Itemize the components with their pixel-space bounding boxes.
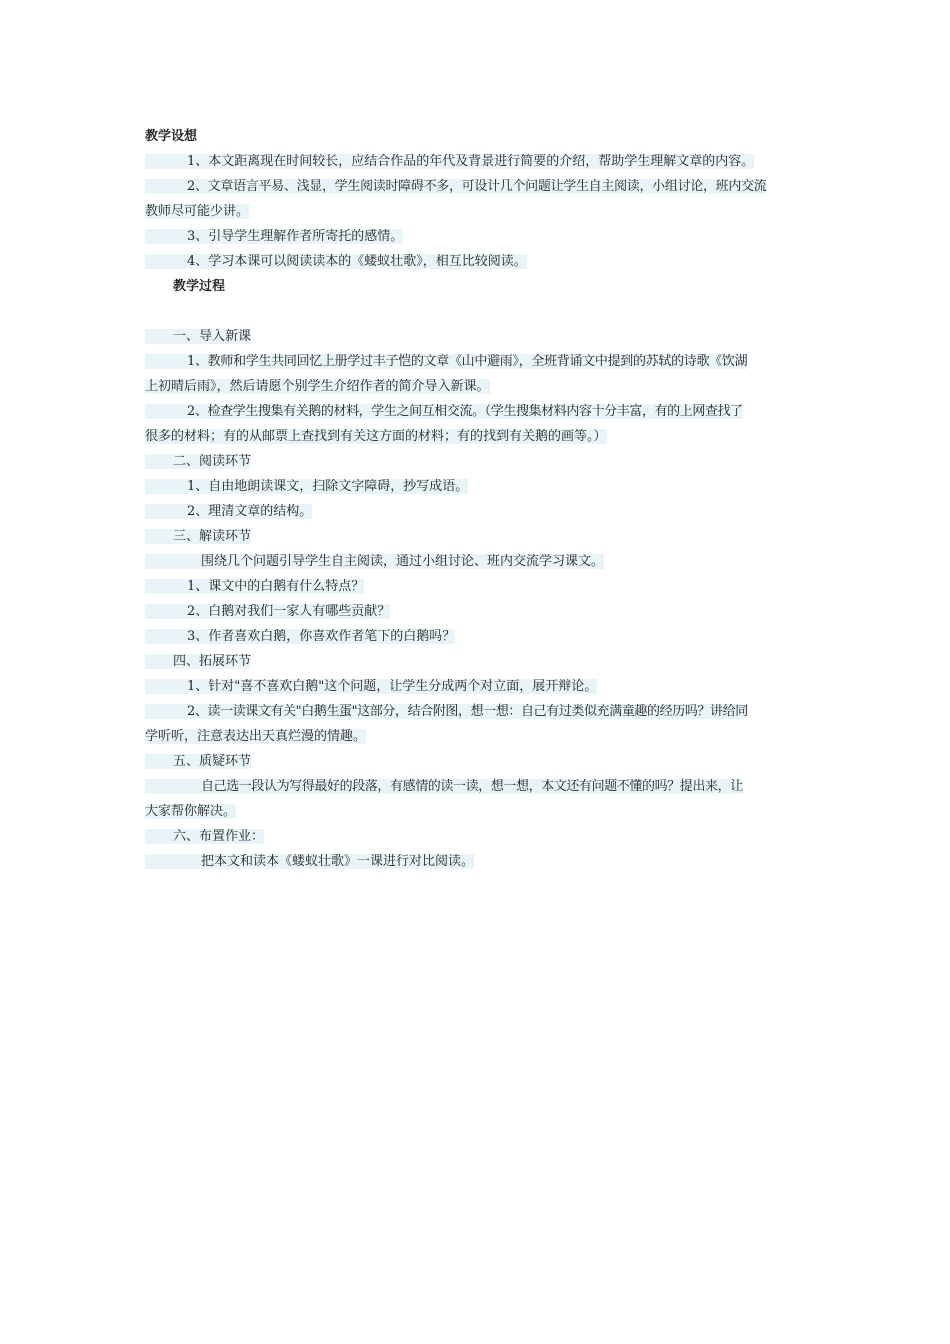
step-3-title: 三、解读环节 [145, 529, 251, 544]
step-1-item-1: 1、教师和学生共同回忆上册学过丰子恺的文章《山中避雨》，全班背诵文中提到的苏轼的诗歌《饮湖 [145, 354, 747, 369]
step-5-text-cont: 大家帮你解决。 [145, 804, 237, 819]
document-page [145, 124, 810, 874]
design-item-2-cont: 教师尽可能少讲。 [145, 204, 250, 219]
design-item-2: 2、文章语言平易、浅显，学生阅读时障碍不多，可设计几个问题让学生自主阅读，小组讨论，班内交流 [145, 179, 766, 194]
step-1-item-1-cont: 上初晴后雨》，然后请愿个别学生介绍作者的简介导入新课。 [145, 379, 490, 394]
step-1-item-2: 2、检查学生搜集有关鹅的材料，学生之间互相交流。（学生搜集材料内容十分丰富，有的上网查找了 [145, 404, 743, 419]
step-3-question-2: 2、白鹅对我们一家人有哪些贡献？ [145, 604, 390, 619]
step-1-item-2-cont: 很多的材料；有的从邮票上查找到有关这方面的材料；有的找到有关鹅的画等。） [145, 429, 607, 444]
design-item-3: 3、引导学生理解作者所寄托的感情。 [145, 229, 403, 244]
step-4-title: 四、拓展环节 [145, 654, 251, 669]
heading-teaching-process: 教学过程 [173, 279, 226, 294]
step-3-intro: 围绕几个问题引导学生自主阅读，通过小组讨论、班内交流学习课文。 [145, 554, 604, 569]
step-3-question-3: 3、作者喜欢白鹅，你喜欢作者笔下的白鹅吗？ [145, 629, 455, 644]
design-item-1: 1、本文距离现在时间较长，应结合作品的年代及背景进行简要的介绍，帮助学生理解文章的内容。 [145, 154, 754, 169]
step-5-text: 自己选一段认为写得最好的段落，有感情的读一读，想一想，本文还有问题不懂的吗？提出来，让 [145, 779, 743, 794]
step-5-title: 五、质疑环节 [145, 754, 251, 769]
step-6-text: 把本文和读本《蝼蚁壮歌》一课进行对比阅读。 [145, 854, 474, 869]
step-4-item-1: 1、针对"喜不喜欢白鹅"这个问题，让学生分成两个对立面，展开辩论。 [145, 679, 597, 694]
heading-teaching-design: 教学设想 [145, 129, 198, 144]
step-6-title: 六、布置作业： [145, 829, 264, 844]
step-2-item-1: 1、自由地朗读课文，扫除文字障碍，抄写成语。 [145, 479, 468, 494]
step-3-question-1: 1、课文中的白鹅有什么特点？ [145, 579, 364, 594]
step-4-item-2-cont: 学听听，注意表达出天真烂漫的情趣。 [145, 729, 367, 744]
step-4-item-2: 2、读一读课文有关"白鹅生蛋"这部分，结合附图，想一想：自己有过类似充满童趣的经历吗？讲给同 [145, 704, 748, 719]
step-2-title: 二、阅读环节 [145, 454, 251, 469]
design-item-4: 4、学习本课可以阅读读本的《蝼蚁壮歌》，相互比较阅读。 [145, 254, 527, 269]
step-2-item-2: 2、理清文章的结构。 [145, 504, 312, 519]
step-1-title: 一、导入新课 [145, 329, 251, 344]
